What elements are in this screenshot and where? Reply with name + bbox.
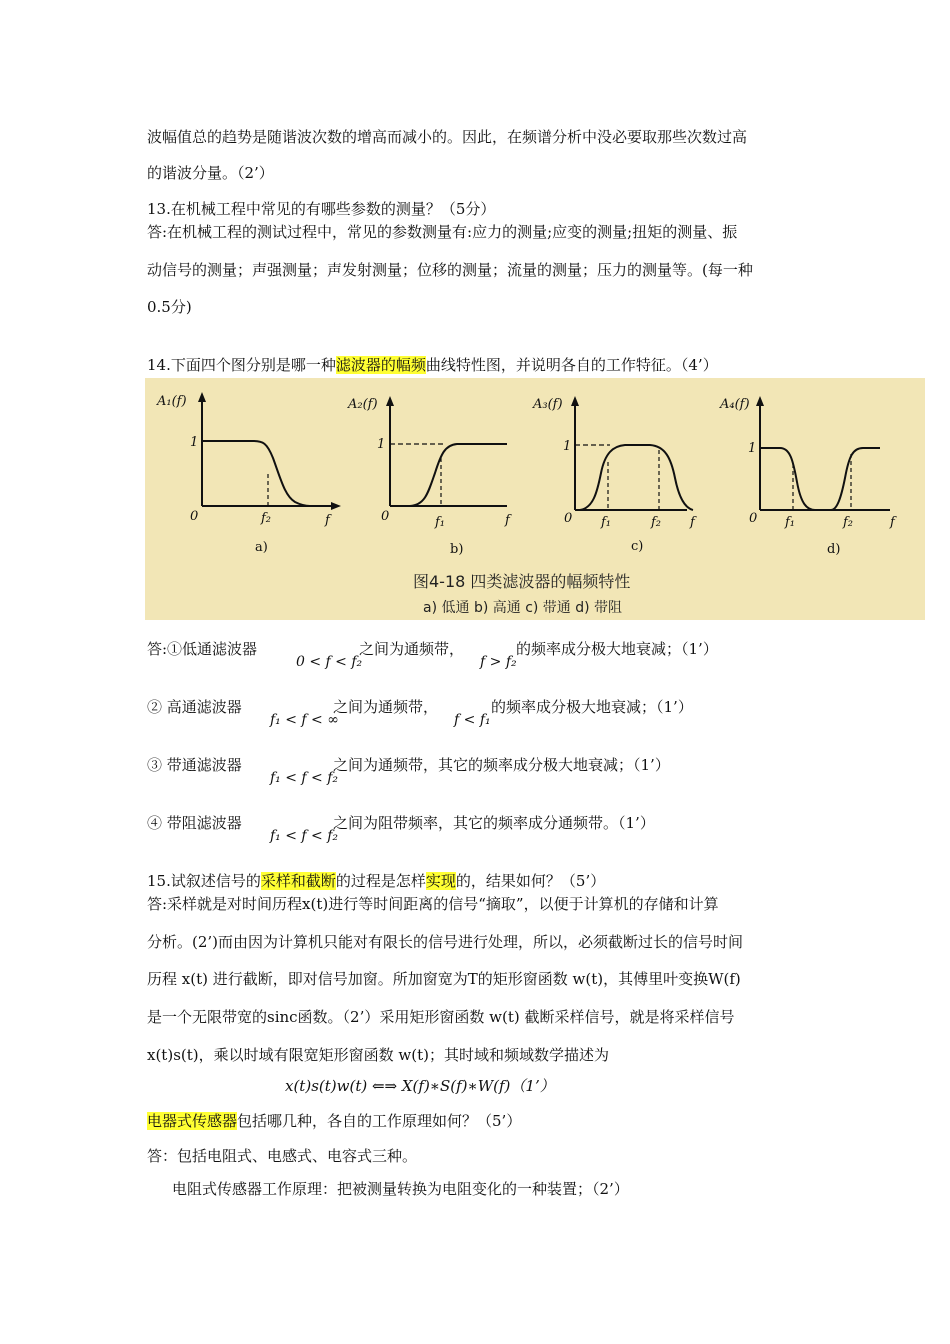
answer-13-line: 0.5分) — [147, 298, 192, 316]
tick-f1: f₁ — [785, 515, 796, 530]
formula-bandstop: f₁ < f < f₂ — [270, 828, 339, 844]
panel-highpass — [386, 396, 507, 506]
answer-14-2-mid: 之间为通频带， — [333, 698, 439, 716]
highlight: 滤波器的幅频 — [335, 356, 426, 374]
answer-14-3-post: 之间为通频带，其它的频率成分极大地衰减；（1’） — [333, 756, 670, 774]
tick-f: f — [505, 513, 510, 528]
panel-bandpass — [571, 396, 693, 510]
tick-zero: 0 — [564, 511, 573, 526]
answer-14-4-label: ④ 带阻滤波器 — [147, 814, 242, 832]
panel-label: d) — [827, 542, 841, 557]
tick-one: 1 — [190, 435, 199, 450]
tick-f: f — [890, 515, 895, 530]
tick-f: f — [690, 515, 695, 530]
panel-label: c) — [631, 539, 644, 554]
panel-label: a) — [255, 540, 268, 555]
answer-15-line: 答:采样就是对时间历程x(t)进行等时间距离的信号“摘取”，以便于计算机的存储和计算 — [147, 895, 719, 913]
answer-15-line: 分析。(2’)而由因为计算机只能对有限长的信号进行处理，所以，必须截断过长的信号时间 — [147, 933, 744, 951]
answer-14-2-label: ② 高通滤波器 — [147, 698, 242, 716]
tick-f: f — [325, 513, 330, 528]
question-16 — [147, 1111, 521, 1131]
tick-one: 1 — [748, 441, 757, 456]
answer-15-line: 是一个无限带宽的sinc函数。（2’）采用矩形窗函数 w(t) 截断采样信号，就是将采样信号 — [147, 1008, 735, 1026]
answer-14-1-mid: 之间为通频带， — [359, 640, 465, 658]
answer-13-line: 答:在机械工程的测试过程中，常见的参数测量有:应力的测量;应变的测量;扭矩的测量、振 — [147, 223, 738, 241]
q14-text: 曲线特性图，并说明各自的工作特征。（4’） — [425, 356, 718, 374]
tick-f2: f₂ — [261, 511, 272, 526]
tick-zero: 0 — [190, 509, 199, 524]
q16-text: 包括哪几种，各自的工作原理如何？（5’） — [237, 1112, 522, 1130]
q14-text: 14.下面四个图分别是哪一种 — [147, 356, 336, 374]
q15-text: 的过程是怎样 — [335, 872, 426, 890]
answer-15-line: 历程 x(t) 进行截断，即对信号加窗。所加窗宽为T的矩形窗函数 w(t)，其傅里叶变换W(f) — [147, 970, 741, 988]
answer-14-1-post: 的频率成分极大地衰减；（1’） — [516, 640, 718, 658]
answer-16-line: 电阻式传感器工作原理：把被测量转换为电阻变化的一种装置；（2’） — [172, 1180, 629, 1198]
answer-13-line: 动信号的测量；声强测量；声发射测量；位移的测量；流量的测量；压力的测量等。(每一种 — [147, 261, 753, 279]
ylabel: A₁(f) — [157, 394, 187, 409]
q15-text: 15.试叙述信号的 — [147, 872, 261, 890]
figure-caption: 图4-18 四类滤波器的幅频特性 — [413, 572, 631, 591]
ylabel: A₂(f) — [348, 397, 378, 412]
tick-f1: f₁ — [435, 515, 446, 530]
q15-text: 的，结果如何？（5’） — [455, 872, 606, 890]
formula-highpass-stop: f < f₁ — [454, 712, 491, 728]
tick-f2: f₂ — [651, 515, 662, 530]
filter-figure-svg — [145, 378, 925, 620]
filter-figure — [145, 378, 925, 620]
ylabel: A₄(f) — [720, 397, 750, 412]
tick-f2: f₂ — [843, 515, 854, 530]
answer-14-4-post: 之间为阻带频率，其它的频率成分通频带。（1’） — [333, 814, 655, 832]
tick-one: 1 — [563, 439, 572, 454]
text-line: 的谐波分量。（2’） — [147, 164, 274, 182]
highlight: 实现 — [425, 872, 456, 890]
formula-lowpass-band: 0 < f < f₂ — [296, 654, 363, 670]
answer-14-2-post: 的频率成分极大地衰减；（1’） — [491, 698, 693, 716]
tick-zero: 0 — [749, 511, 758, 526]
highlight: 电器式传感器 — [147, 1112, 238, 1130]
question-15 — [147, 871, 605, 891]
answer-15-line: x(t)s(t)，乘以时域有限宽矩形窗函数 w(t)；其时域和频域数学描述为 — [147, 1046, 609, 1064]
tick-f1: f₁ — [601, 515, 612, 530]
answer-16-line: 答：包括电阻式、电感式、电容式三种。 — [147, 1147, 418, 1165]
text-line: 波幅值总的趋势是随谐波次数的增高而减小的。因此，在频谱分析中没必要取那些次数过高 — [147, 128, 748, 146]
answer-14-3-label: ③ 带通滤波器 — [147, 756, 242, 774]
formula-lowpass-stop: f > f₂ — [480, 654, 517, 670]
question-14 — [147, 355, 718, 375]
answer-15-formula: x(t)s(t)w(t) ⇐⇒ X(f)∗S(f)∗W(f)（1’） — [285, 1077, 555, 1095]
panel-label: b) — [450, 542, 464, 557]
question-13: 13.在机械工程中常见的有哪些参数的测量？（5分） — [147, 200, 496, 218]
answer-14-1-label: 答:①低通滤波器 — [147, 640, 258, 658]
tick-zero: 0 — [381, 509, 390, 524]
panel-bandstop — [756, 396, 890, 510]
ylabel: A₃(f) — [533, 397, 563, 412]
figure-subcaption: a) 低通 b) 高通 c) 带通 d) 带阻 — [423, 600, 623, 616]
formula-bandpass: f₁ < f < f₂ — [270, 770, 339, 786]
tick-one: 1 — [377, 437, 386, 452]
panel-lowpass — [198, 392, 341, 510]
highlight: 采样和截断 — [260, 872, 336, 890]
formula-highpass-band: f₁ < f < ∞ — [270, 712, 339, 728]
